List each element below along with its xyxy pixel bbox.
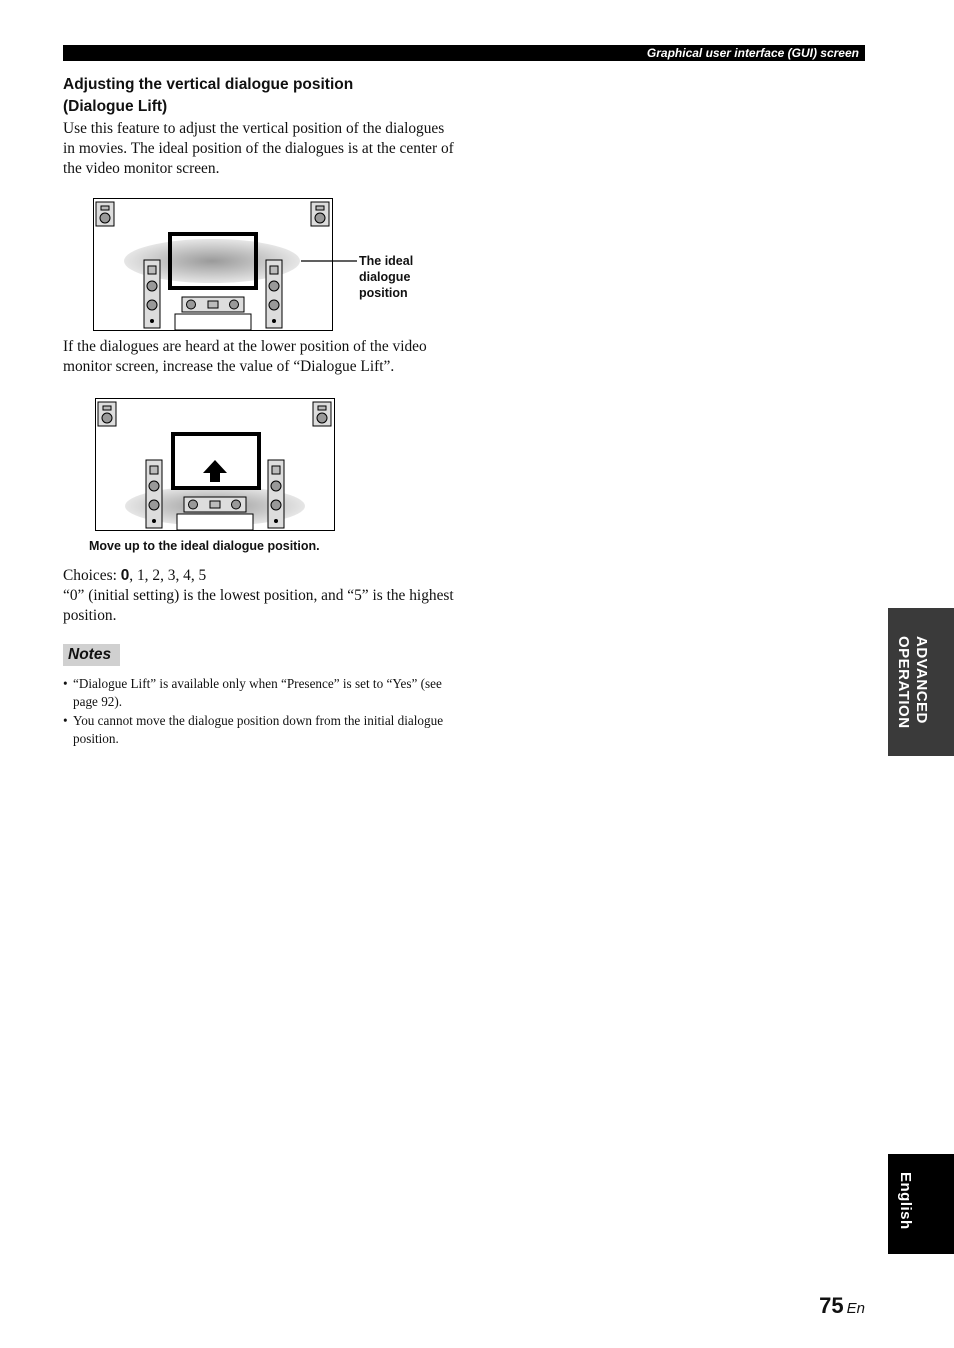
speaker-presence-left <box>98 402 116 426</box>
ideal-position-callout <box>359 253 413 301</box>
page-number <box>819 1293 865 1319</box>
header-bar <box>63 45 865 61</box>
callout-line: The ideal <box>359 254 414 268</box>
heading-line-2: (Dialogue Lift) <box>63 98 168 115</box>
list-item: • “Dialogue Lift” is available only when “Presence” is set to “Yes” (see page 92). <box>63 675 455 711</box>
figure-caption: Move up to the ideal dialogue position. <box>89 539 320 553</box>
callout-line: dialogue <box>359 270 411 284</box>
lift-dialogue-diagram <box>95 398 337 532</box>
speaker-presence-right <box>313 402 331 426</box>
speaker-center <box>184 497 246 512</box>
notes-list <box>63 675 455 749</box>
side-tab-label: ADVANCED OPERATION <box>895 636 930 729</box>
speaker-presence-right <box>311 202 329 226</box>
choices-default: 0 <box>120 567 130 584</box>
notes-heading <box>63 644 120 666</box>
callout-line: position <box>359 286 408 300</box>
notes-title: Notes <box>68 646 112 663</box>
speaker-presence-left <box>96 202 114 226</box>
side-tab-english <box>888 1154 954 1254</box>
speaker-front-right <box>268 460 284 528</box>
side-tab-advanced-operation <box>888 608 954 756</box>
header-title: Graphical user interface (GUI) screen <box>646 46 859 60</box>
section-heading <box>63 74 463 118</box>
ideal-position-diagram <box>93 198 373 332</box>
middle-paragraph: If the dialogues are heard at the lower position of the video monitor screen, increase the value of “Dialogue Lift”. <box>63 338 427 375</box>
speaker-front-right <box>266 260 282 328</box>
page-language: En <box>846 1300 865 1317</box>
intro-paragraph: Use this feature to adjust the vertical position of the dialogues in movies. The ideal position of the dialogues is at the center of the video monitor screen. <box>63 120 454 177</box>
speaker-center <box>182 297 244 312</box>
speaker-front-left <box>146 460 162 528</box>
choices-note: “0” (initial setting) is the lowest position, and “5” is the highest position. <box>63 587 454 624</box>
side-tab-label: English <box>897 1172 914 1230</box>
choices-label: Choices: <box>63 567 121 584</box>
heading-line-1: Adjusting the vertical dialogue position <box>63 76 354 93</box>
choices-rest: , 1, 2, 3, 4, 5 <box>129 567 207 584</box>
choices-paragraph <box>63 566 455 626</box>
page-number-value: 75 <box>819 1293 844 1318</box>
speaker-front-left <box>144 260 160 328</box>
list-item: • You cannot move the dialogue position down from the initial dialogue position. <box>63 712 455 748</box>
